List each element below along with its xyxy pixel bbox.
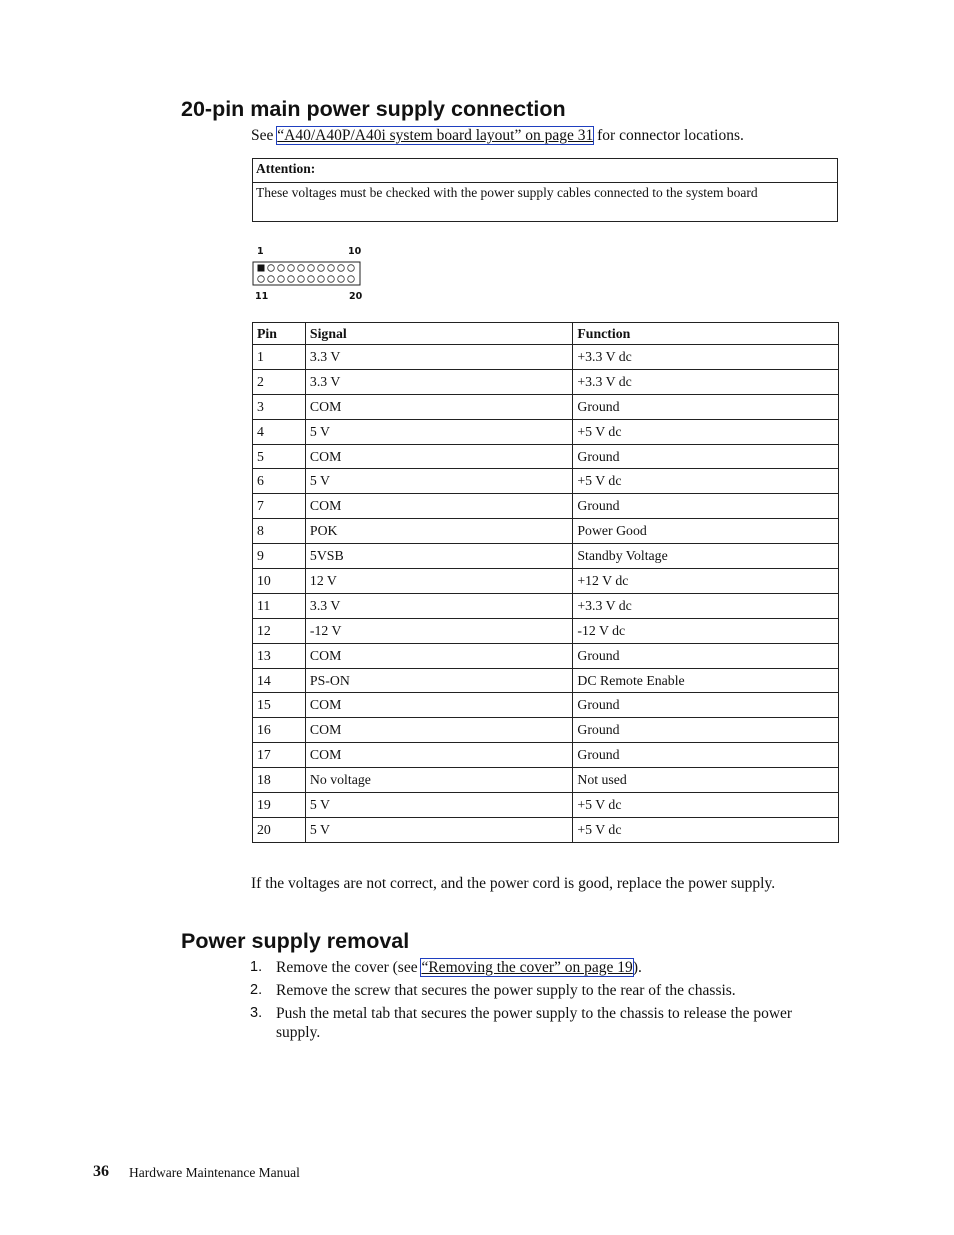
cell-function: +5 V dc — [573, 419, 839, 444]
connector-label-pin-1: 1 — [257, 246, 264, 257]
pin-signal-table — [252, 322, 839, 843]
cell-pin: 14 — [253, 668, 306, 693]
table-row — [253, 519, 839, 544]
cell-function: +3.3 V dc — [573, 593, 839, 618]
connector-pin — [318, 276, 325, 283]
connector-pin — [348, 265, 355, 272]
connector-pin — [278, 276, 285, 283]
step-number: 2. — [250, 982, 263, 998]
page-number: 36 — [93, 1163, 109, 1180]
step-text-suffix: ). — [632, 959, 642, 976]
cell-pin: 16 — [253, 718, 306, 743]
cell-function: Power Good — [573, 519, 839, 544]
list-item — [250, 958, 830, 977]
cell-signal: 3.3 V — [305, 345, 572, 370]
table-row — [253, 369, 839, 394]
connector-pin — [258, 276, 265, 283]
cell-signal: 5 V — [305, 469, 572, 494]
cell-signal: 5 V — [305, 793, 572, 818]
connector-label-pin-20: 20 — [349, 291, 363, 302]
cell-signal: 3.3 V — [305, 593, 572, 618]
cell-pin: 7 — [253, 494, 306, 519]
cell-function: +5 V dc — [573, 469, 839, 494]
cell-signal: PS-ON — [305, 668, 572, 693]
voltage-note-paragraph: If the voltages are not correct, and the power cord is good, replace the power supply. — [251, 875, 776, 892]
cell-signal: COM — [305, 394, 572, 419]
cell-function: Ground — [573, 494, 839, 519]
cell-function: Ground — [573, 394, 839, 419]
connector-pin — [268, 265, 275, 272]
cell-pin: 3 — [253, 394, 306, 419]
connector-label-pin-10: 10 — [348, 246, 362, 257]
see-reference-line — [251, 127, 744, 145]
cell-function: Ground — [573, 718, 839, 743]
connector-label-pin-11: 11 — [255, 291, 269, 302]
step-number: 3. — [250, 1005, 263, 1021]
connector-diagram — [252, 245, 364, 305]
cell-function: Ground — [573, 743, 839, 768]
cell-pin: 17 — [253, 743, 306, 768]
table-row — [253, 618, 839, 643]
table-row — [253, 643, 839, 668]
cell-signal: 12 V — [305, 569, 572, 594]
table-header-row — [253, 323, 839, 345]
connector-pin — [308, 265, 315, 272]
connector-pin — [278, 265, 285, 272]
cell-signal: COM — [305, 494, 572, 519]
table-row — [253, 544, 839, 569]
table-row — [253, 817, 839, 842]
step-text: Push the metal tab that secures the power supply to the chassis to release the power supply. — [276, 1005, 793, 1041]
table-row — [253, 793, 839, 818]
cell-function: +3.3 V dc — [573, 369, 839, 394]
table-row — [253, 469, 839, 494]
connector-pin — [298, 276, 305, 283]
cell-pin: 5 — [253, 444, 306, 469]
cell-function: Standby Voltage — [573, 544, 839, 569]
cell-function: +5 V dc — [573, 817, 839, 842]
cell-signal: COM — [305, 693, 572, 718]
column-header-pin: Pin — [253, 323, 306, 345]
step-text: Remove the screw that secures the power supply to the rear of the chassis. — [276, 982, 736, 999]
attention-notice — [252, 158, 838, 222]
cell-pin: 11 — [253, 593, 306, 618]
step-number: 1. — [250, 959, 263, 975]
table-row — [253, 743, 839, 768]
cell-function: Ground — [573, 643, 839, 668]
attention-text: These voltages must be checked with the power supply cables connected to the system board — [256, 185, 758, 200]
cell-signal: COM — [305, 643, 572, 668]
connector-pin — [298, 265, 305, 272]
connector-pin — [328, 265, 335, 272]
cell-signal: POK — [305, 519, 572, 544]
cell-pin: 1 — [253, 345, 306, 370]
connector-pin — [338, 265, 345, 272]
table-row — [253, 419, 839, 444]
table-row — [253, 345, 839, 370]
table-row — [253, 593, 839, 618]
connector-pin — [288, 265, 295, 272]
cell-pin: 2 — [253, 369, 306, 394]
removal-steps-list — [250, 958, 830, 1046]
cell-function: Not used — [573, 768, 839, 793]
cell-signal: 5VSB — [305, 544, 572, 569]
cell-pin: 8 — [253, 519, 306, 544]
manual-title: Hardware Maintenance Manual — [129, 1165, 300, 1180]
connector-pin — [288, 276, 295, 283]
table-row — [253, 444, 839, 469]
see-suffix: for connector locations. — [593, 127, 744, 144]
column-header-function: Function — [573, 323, 839, 345]
section-heading-pin-connection: 20-pin main power supply connection — [181, 97, 566, 121]
step-text: Remove the cover (see — [276, 959, 422, 976]
cell-function: +12 V dc — [573, 569, 839, 594]
cell-signal: 3.3 V — [305, 369, 572, 394]
connector-pin — [268, 276, 275, 283]
cell-signal: COM — [305, 718, 572, 743]
table-row — [253, 569, 839, 594]
cell-pin: 15 — [253, 693, 306, 718]
connector-pin-grid — [252, 261, 364, 289]
connector-pin — [338, 276, 345, 283]
list-item — [250, 981, 830, 1000]
cell-pin: 19 — [253, 793, 306, 818]
cell-signal: -12 V — [305, 618, 572, 643]
cell-function: DC Remote Enable — [573, 668, 839, 693]
table-row — [253, 718, 839, 743]
table-row — [253, 668, 839, 693]
cell-pin: 4 — [253, 419, 306, 444]
connector-pin — [318, 265, 325, 272]
list-item — [250, 1004, 830, 1042]
cell-function: +3.3 V dc — [573, 345, 839, 370]
section-heading-power-supply-removal: Power supply removal — [181, 929, 410, 953]
cell-signal: COM — [305, 444, 572, 469]
cell-signal: 5 V — [305, 817, 572, 842]
column-header-signal: Signal — [305, 323, 572, 345]
pin-1-marker — [258, 265, 265, 272]
table-row — [253, 768, 839, 793]
cell-pin: 9 — [253, 544, 306, 569]
connector-pin — [348, 276, 355, 283]
connector-pin — [328, 276, 335, 283]
cell-function: Ground — [573, 693, 839, 718]
cell-pin: 13 — [253, 643, 306, 668]
cell-function: -12 V dc — [573, 618, 839, 643]
cell-signal: No voltage — [305, 768, 572, 793]
attention-label: Attention: — [253, 159, 837, 183]
see-prefix: See — [251, 127, 278, 144]
cell-pin: 6 — [253, 469, 306, 494]
cell-pin: 20 — [253, 817, 306, 842]
cell-function: +5 V dc — [573, 793, 839, 818]
cell-signal: 5 V — [305, 419, 572, 444]
table-row — [253, 394, 839, 419]
system-board-layout-link[interactable]: “A40/A40P/A40i system board layout” on page 31 — [277, 127, 594, 144]
cell-function: Ground — [573, 444, 839, 469]
cell-signal: COM — [305, 743, 572, 768]
connector-pin — [308, 276, 315, 283]
cell-pin: 12 — [253, 618, 306, 643]
table-row — [253, 693, 839, 718]
removing-cover-link[interactable]: “Removing the cover” on page 19 — [421, 959, 633, 976]
cell-pin: 18 — [253, 768, 306, 793]
cell-pin: 10 — [253, 569, 306, 594]
table-row — [253, 494, 839, 519]
